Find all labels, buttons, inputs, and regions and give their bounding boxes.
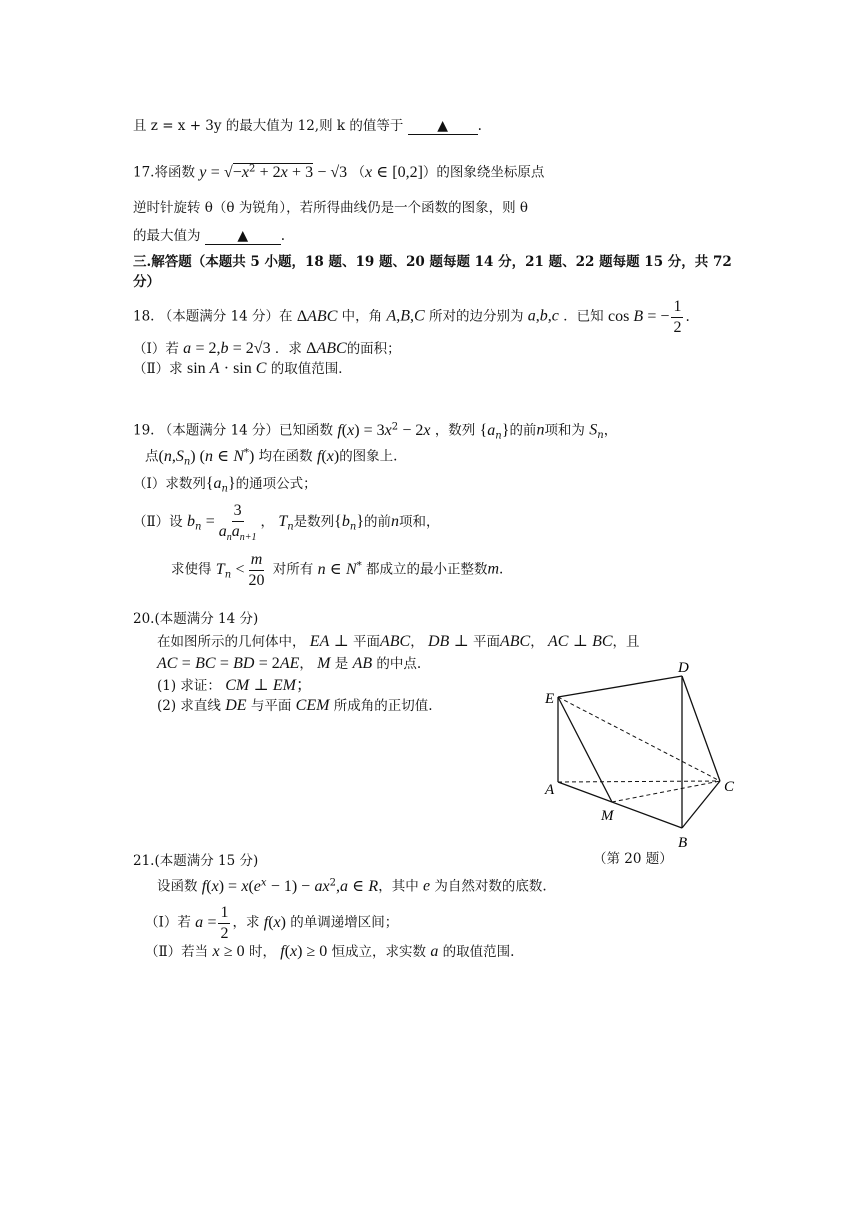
q18-part1-c: 的面积； — [346, 341, 401, 357]
q19-text-d: 项和为 — [544, 422, 585, 439]
formula: $f(x) = x(e^x - 1) - ax^2,a$ ∈ R — [201, 877, 379, 895]
q21-part2-b: 时， — [248, 944, 276, 960]
q19-part2-a: （Ⅱ）设 — [133, 513, 183, 530]
q19-part1-b: 的通项公式； — [235, 476, 317, 492]
q19-line5-d: . — [499, 561, 504, 578]
q19-intro: 19. （本题满分 14 分）已知函数 $f(x) = 3x^2 - 2x$ ，数列 $\{a_n\}$的前n项和为 $S_n$， — [133, 421, 618, 442]
q16-tail-line: 且 z = x + 3y 的最大值为 12,则 k 的值等于 ▲ . — [133, 118, 482, 134]
answer-blank — [205, 229, 281, 245]
edge-AC — [558, 781, 720, 782]
q18-intro: 18. （本题满分 14 分）在 ΔABC 中，角 A,B,C 所对的边分别为 a,b,c ．已知 cos B = − $\frac{1}{2}$ . — [133, 298, 690, 336]
formula: $(n,S_n)$ (n ∈ N*) — [158, 447, 255, 468]
q20-header — [133, 613, 258, 627]
q19-line2-c: 的图象上. — [339, 448, 398, 465]
geometry-figure — [540, 655, 760, 855]
q21-header-text: (本题满分 15 分) — [154, 853, 259, 869]
formula: T — [278, 512, 288, 530]
q19-part2-c: 是数列 — [293, 513, 335, 530]
formula: CM ⊥ EM； — [225, 677, 312, 694]
formula: $T_n$ < $\frac{m}{20}$ — [215, 551, 265, 589]
q19-text-a: （本题满分 14 分）已知函数 — [158, 422, 334, 439]
formula: AB — [352, 655, 373, 672]
q20-line1-a: 在如图所示的几何体中， — [157, 634, 306, 650]
q18-part1-b: ．求 — [274, 341, 302, 357]
q19-line2-b: 均在函数 — [258, 448, 313, 465]
q18-text-b: 中，角 — [341, 308, 383, 325]
q19-text-e: ， — [603, 422, 618, 439]
formula: $\{b_n\}$ — [334, 512, 364, 533]
q18-part2 — [133, 361, 352, 377]
triangle-marker: ▲ — [437, 118, 449, 134]
q17-text-b: （ — [351, 164, 365, 181]
q19-part1 — [133, 476, 317, 495]
q20-line2-c: 是 — [334, 656, 349, 672]
q20-line1: 在如图所示的几何体中， EA ⊥ 平面ABC， DB ⊥ 平面ABC， AC ⊥ BC，且 — [157, 633, 640, 650]
q18-text-a: （本题满分 14 分）在 — [158, 308, 293, 325]
q17-line1 — [133, 164, 544, 181]
formula: CEM — [295, 697, 330, 714]
q20-part2-a: (2) 求直线 — [157, 698, 221, 714]
q21-line1-a: 设函数 — [157, 878, 198, 895]
q20-part1-text: (1) 求证： — [157, 678, 221, 694]
q19-part2-b: ， — [260, 513, 275, 530]
q19-line5-a: 求使得 — [171, 561, 212, 578]
formula: n ∈ N* — [317, 560, 362, 578]
formula: f(x) — [263, 913, 286, 931]
edge-AB — [558, 782, 682, 828]
formula: $\{a_n\}$ — [205, 475, 236, 495]
formula: AC ⊥ BC — [547, 633, 613, 650]
formula: AC = BC = BD = 2AE — [157, 655, 300, 672]
q21-line1-c: 为自然对数的底数. — [434, 878, 547, 895]
section-header-line1: 三.解答题（本题共 5 小题，18 题、19 题、20 题每题 14 分，21 题、22 题每题 15 分，共 72 — [133, 254, 732, 270]
label-E: E — [545, 691, 555, 707]
q18-part2-a: （Ⅱ）求 — [133, 361, 183, 377]
q18-text-d: ．已知 — [563, 308, 604, 325]
question-number: 19. — [133, 422, 155, 439]
q20-part2-b: 与平面 — [250, 698, 292, 714]
q19-line5: 求使得 $T_n$ < $\frac{m}{20}$ 对所有 n ∈ N* 都成立的最小正整数m. — [171, 551, 504, 589]
formula: A — [386, 307, 397, 325]
q17-text-line3: 的最大值为 — [133, 228, 201, 244]
q20-line1-e: ， — [530, 634, 544, 650]
q21-line1 — [157, 878, 547, 895]
formula: x ≥ 0 — [212, 943, 245, 960]
q20-part2-c: 所成角的正切值. — [333, 698, 433, 714]
edge-MC — [612, 781, 720, 802]
q21-part2-c: 恒成立，求实数 — [331, 944, 427, 960]
edge-EM — [558, 697, 612, 802]
q17-domain: x ∈ [0,2] — [364, 163, 423, 181]
q19-part1-a: （Ⅰ）求数列 — [133, 476, 206, 492]
q19-part2: （Ⅱ）设 $b_n$ = $\frac{3}{a_na_{n+1}}$ ， $T_n$是数列$\{b_n\}$的前n项和， — [133, 502, 440, 543]
label-M: M — [601, 808, 614, 824]
q19-line5-c: 都成立的最小正整数 — [365, 561, 488, 578]
question-number: 20. — [133, 611, 155, 627]
formula: f(x) ≥ 0 — [280, 943, 328, 960]
q18-part2-b: 的取值范围． — [270, 361, 352, 377]
q17-function-formula: $y = √-x^2 + 2x + 3 - √3$ — [199, 163, 348, 181]
q19-text-c: 的前 — [509, 422, 537, 439]
q19-text-b: ，数列 — [434, 422, 476, 439]
edge-CB — [682, 781, 720, 828]
q17-line3: 的最大值为 ▲ . — [133, 228, 286, 244]
question-number: 21. — [133, 853, 155, 869]
q21-part2-d: 的取值范围. — [442, 944, 515, 960]
q21-part2-a: （Ⅱ）若当 — [145, 944, 209, 960]
q21-part1-b: ，求 — [232, 914, 260, 931]
q19-part2-d: 的前 — [364, 513, 391, 530]
formula: a — [527, 307, 536, 325]
q20-line1-c: ， — [410, 634, 424, 650]
q18-part1 — [133, 341, 401, 357]
q19-part2-e: 项和， — [399, 513, 440, 530]
formula: $\{a_n\}$ — [479, 421, 510, 442]
formula: M — [317, 655, 331, 672]
label-C: C — [724, 779, 735, 795]
edge-EC — [558, 697, 720, 781]
q20-line1-f: ，且 — [612, 634, 640, 650]
formula: a = $\frac{1}{2}$ — [195, 904, 229, 942]
q20-header-text: (本题满分 14 分) — [154, 611, 259, 627]
formula: $b_n$ = $\frac{3}{a_na_{n+1}}$ — [186, 502, 257, 543]
formula: $f(x) = 3x^2 - 2x$ — [337, 421, 431, 439]
q20-part2 — [157, 698, 433, 714]
label-B: B — [678, 835, 688, 851]
q19-line5-b: 对所有 — [272, 561, 314, 578]
q18-part1-a: （Ⅰ）若 — [133, 341, 179, 357]
formula: sin A · sin C — [186, 360, 267, 377]
formula: e — [423, 877, 431, 895]
figure-caption: （第 20 题） — [593, 851, 673, 867]
q17-text-a: 将函数 — [154, 164, 195, 181]
section-header-line2: 分） — [133, 274, 160, 290]
q20-part1 — [157, 678, 312, 694]
q21-part1 — [145, 904, 398, 942]
q21-part2 — [145, 944, 514, 960]
q20-line1-d: 平面 — [472, 634, 500, 650]
formula: f(x) — [316, 447, 340, 465]
q21-line1-b: ，其中 — [378, 878, 419, 895]
formula: S — [589, 421, 598, 439]
q20-line2-b: ， — [299, 656, 313, 672]
q18-text-c: 所对的边分别为 — [428, 308, 524, 325]
formula: cos B = − $\frac{1}{2}$ . — [607, 298, 690, 336]
edge-DC — [682, 676, 720, 781]
q20-line2-d: 的中点. — [376, 656, 422, 672]
edge-ED — [558, 676, 682, 697]
question-number: 17. — [133, 164, 155, 181]
formula: ΔABC — [306, 340, 347, 357]
q21-part1-c: 的单调递增区间； — [290, 914, 399, 931]
q17-text-c: ）的图象绕坐标原点 — [422, 164, 545, 181]
label-A: A — [545, 782, 555, 798]
triangle-marker: ▲ — [237, 228, 249, 244]
formula: ΔABC — [296, 307, 338, 325]
answer-blank — [408, 119, 478, 135]
q21-part1-a: （Ⅰ）若 — [145, 914, 191, 931]
formula: a — [430, 943, 439, 960]
q19-line2-a: 点 — [145, 448, 159, 465]
formula: DE — [225, 697, 247, 714]
q21-header — [133, 855, 258, 869]
q17-line2: 逆时针旋转 θ（θ 为锐角），若所得曲线仍是一个函数的图象，则 θ — [133, 200, 529, 216]
label-D: D — [678, 660, 689, 676]
q20-line1-b: 平面 — [352, 634, 380, 650]
formula: EA ⊥ — [309, 633, 349, 650]
q19-line2 — [145, 448, 397, 467]
formula: a = 2,b = 2√3 — [183, 340, 271, 357]
question-number: 18. — [133, 308, 155, 325]
q16-tail-text: 且 z = x + 3y 的最大值为 12,则 k 的值等于 — [133, 118, 404, 134]
formula: DB ⊥ — [428, 633, 469, 650]
q20-line2 — [157, 656, 421, 672]
